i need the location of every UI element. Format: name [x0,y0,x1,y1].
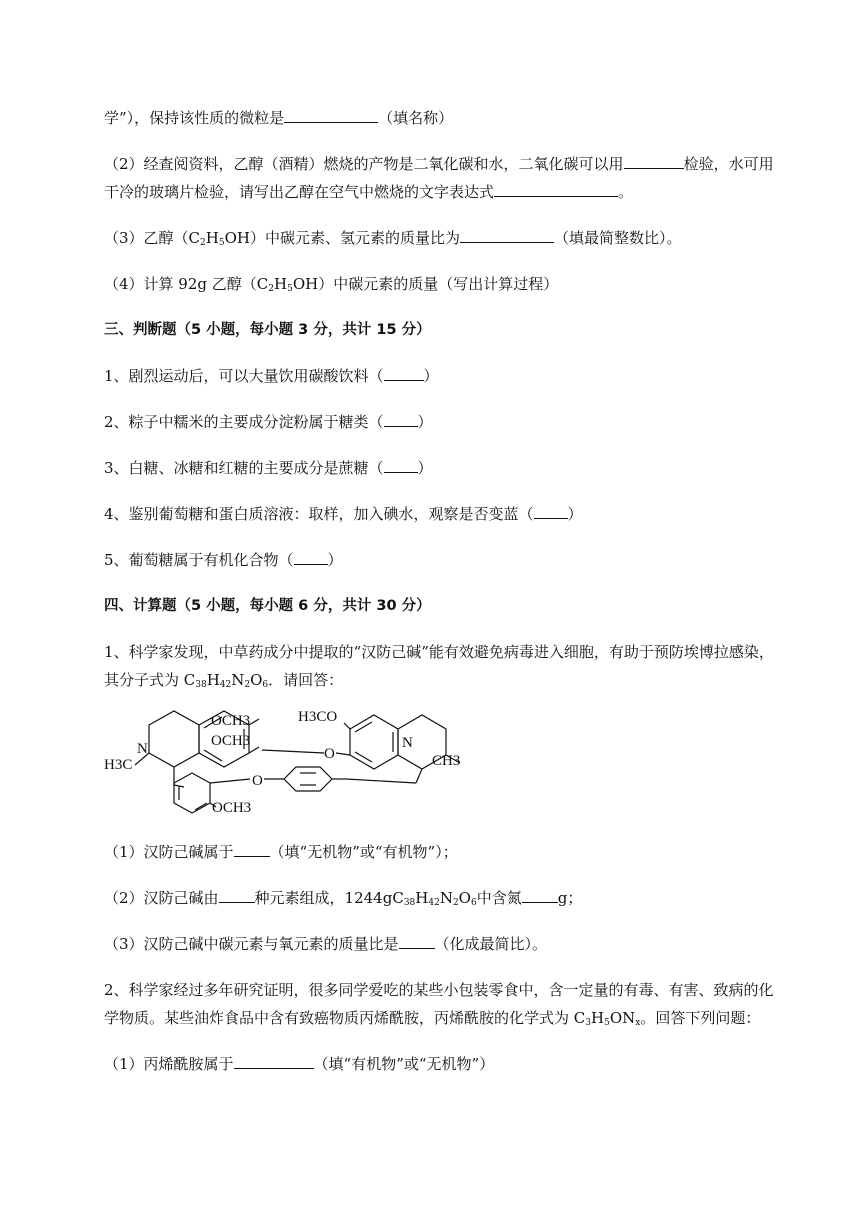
text: （1）丙烯酰胺属于 [104,1055,234,1073]
text: （填“有机物”或“无机物”） [313,1055,495,1073]
text: ） [327,551,343,569]
calc-1-line1: 1、科学家发现，中草药成分中提取的“汉防己碱”能有效避免病毒进入细胞，有助于预防埃博拉感染， [104,643,774,661]
ring-left-saturated [149,711,199,767]
section-3-heading: 三、判断题（5 小题，每小题 3 分，共计 15 分） [104,322,431,338]
section-4-heading: 四、计算题（5 小题，每小题 6 分，共计 30 分） [104,598,431,614]
blank[interactable] [494,182,618,197]
blank[interactable] [460,228,554,243]
ch3-label: CH3 [432,753,461,769]
subscript: 38 [195,680,207,690]
text: ） [417,413,433,431]
blank[interactable] [522,888,558,903]
text: 检验，水可用 [683,155,774,173]
text: 学物质。某些油炸食品中含有致癌物质丙烯酰胺，丙烯酰胺的化学式为 C [104,1009,586,1027]
text: 。回答下列问题： [640,1009,761,1027]
text: （化成最简比）。 [434,935,548,953]
calc-1-sub-2 [104,888,582,908]
tetrandrine-structure-diagram [104,703,524,825]
text: 1、剧烈运动后，可以大量饮用碳酸饮料（ [104,367,384,385]
text: ） [567,505,583,523]
text: （2）汉防己碱由 [104,889,219,907]
bond [336,753,350,755]
text: H [205,229,219,247]
text: OH）中碳元素的质量（写出计算过程） [292,275,559,293]
bond [355,722,372,732]
och3-label: OCH3 [211,713,251,729]
blank[interactable] [384,366,424,381]
blank[interactable] [384,458,418,473]
text: OH）中碳元素、氢元素的质量比为 [224,229,460,247]
judge-item-5 [104,550,343,570]
text: H [590,1009,605,1027]
bond [249,747,259,753]
text: ） [417,459,433,477]
subscript: 6 [470,898,477,908]
text: O [250,671,263,689]
text: 种元素组成，1244gC [254,889,404,907]
subscript: 2 [268,284,274,294]
text: （1）汉防己碱属于 [104,843,234,861]
text: （填名称） [378,109,454,127]
text: 其分子式为 C [104,671,196,689]
bond [344,723,350,729]
question-2-line1 [104,154,774,174]
text: ON [609,1009,636,1027]
question-4 [104,274,558,294]
judge-item-2 [104,412,433,432]
subscript: 42 [219,680,232,690]
text: H [415,889,429,907]
calc-2-line2 [104,1008,760,1028]
question-3 [104,228,682,248]
bond [262,750,324,753]
nitrogen-label: N [402,735,413,751]
text: H [273,275,288,293]
bond [195,803,207,810]
text: 中含氮 [476,889,522,907]
text: 4、鉴别葡萄糖和蛋白质溶液：取样，加入碘水，观察是否变蓝（ [104,505,534,523]
subscript: 5 [287,284,293,294]
text: 学”），保持该性质的微粒是 [104,109,285,127]
text: 2、粽子中糯米的主要成分淀粉属于糖类（ [104,413,384,431]
bond [416,769,422,783]
text: （3）乙醇（C [104,229,201,247]
text: O [458,889,471,907]
text: 干冷的玻璃片检验，请写出乙醇在空气中燃烧的文字表达式 [104,183,495,201]
ring-right-aromatic [350,715,398,769]
subscript: 6 [262,680,269,690]
judge-item-3 [104,458,433,478]
blank[interactable] [234,842,270,857]
bond [355,752,372,762]
subscript: x [635,1018,641,1028]
blank[interactable] [384,412,418,427]
subscript: 2 [452,898,459,908]
bond [210,779,250,783]
calc-2-line1: 2、科学家经过多年研究证明，很多同学爱吃的某些小包装零食中，含一定量的有毒、有害、致病的化 [104,981,774,999]
calc-1-line2 [104,670,343,690]
blank[interactable] [534,504,568,519]
blank[interactable] [399,934,435,949]
blank[interactable] [234,1054,314,1069]
calc-1-sub-3 [104,934,547,954]
text: g； [557,889,583,907]
oxygen-label: O [324,746,335,762]
blank[interactable] [294,550,328,565]
bond [204,750,222,761]
subscript: 2 [200,238,206,248]
blank[interactable] [624,154,684,169]
subscript: 5 [604,1018,610,1028]
text: （2）经查阅资料，乙醇（酒精）燃烧的产物是二氧化碳和水，二氧化碳可以用 [104,155,624,173]
text: （3）汉防己碱中碳元素与氧元素的质量比是 [104,935,399,953]
text: 。 [618,183,634,201]
text: N [231,671,245,689]
och3-label: OCH3 [212,800,252,816]
judge-item-1 [104,366,439,386]
blank[interactable] [284,108,378,123]
oxygen-label: O [252,773,263,789]
text: 5、葡萄糖属于有机化合物（ [104,551,294,569]
text: ） [423,367,439,385]
subscript: 5 [218,238,225,248]
calc-2-sub-1 [104,1054,494,1074]
blank[interactable] [219,888,255,903]
text: （填最简整数比）。 [553,229,682,247]
subscript: 3 [585,1018,591,1028]
judge-item-4 [104,504,583,524]
h3co-label: H3CO [298,709,338,725]
bond [249,719,259,725]
calc-1-sub-1 [104,842,458,862]
text: （4）计算 92g 乙醇（C [104,275,269,293]
bond [346,779,416,783]
line-q1-tail [104,108,453,128]
och3-label: OCH3 [211,733,251,749]
text: （填“无机物”或“有机物”）； [269,843,458,861]
text: H [206,671,220,689]
subscript: 38 [403,898,416,908]
text: 3、白糖、冰糖和红糖的主要成分是蔗糖（ [104,459,384,477]
question-2-line2 [104,182,633,202]
subscript: 2 [244,680,251,690]
nitrogen-label: N [137,741,148,757]
ring-para-phenylene [284,767,332,791]
subscript: 42 [428,898,440,908]
text: N [439,889,453,907]
text: ．请回答： [268,671,344,689]
h3c-label: H3C [104,757,133,773]
